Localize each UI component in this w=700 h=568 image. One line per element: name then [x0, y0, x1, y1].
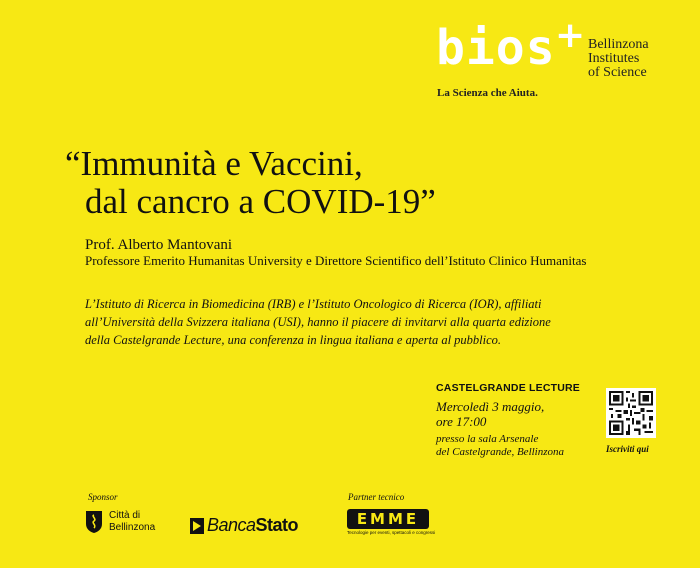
emme-tagline: Tecnologie per eventi, spettacoli e congressi	[347, 530, 436, 535]
emme-wordmark: EMME	[347, 509, 429, 529]
intro-paragraph	[85, 295, 615, 349]
city-bellinzona-logo	[85, 510, 155, 534]
city-crest-icon	[85, 510, 103, 534]
intro-line-2: all’Università della Svizzera italiana (USI), hanno il piacere di invitarvi alla quarta edizione	[85, 315, 551, 329]
speaker-name: Prof. Alberto Mantovani	[85, 237, 233, 253]
register-link[interactable]: Iscriviti qui	[606, 444, 649, 454]
city-line-2: Bellinzona	[109, 522, 156, 533]
registration-qr-code[interactable]	[606, 388, 656, 438]
intro-line-3: della Castelgrande Lecture, una conferenza in lingua italiana e aperta al pubblico.	[85, 333, 502, 347]
logo-tagline: La Scienza che Aiuta.	[437, 87, 538, 99]
bancastato-italic: Banca	[207, 515, 256, 535]
bios-logo-plus: +	[555, 15, 586, 56]
speaker-role: Professore Emerito Humanitas University e Direttore Scientifico dell’Istituto Clinico Humanitas	[85, 253, 587, 268]
bancastato-mark-icon	[190, 518, 204, 534]
sponsor-label: Sponsor	[88, 492, 118, 502]
event-heading: CASTELGRANDE LECTURE	[436, 382, 581, 394]
city-name	[109, 510, 155, 534]
event-venue	[436, 433, 596, 459]
event-venue-line-1: presso la sala Arsenale	[436, 433, 539, 445]
partner-label: Partner tecnico	[348, 492, 405, 502]
event-date-line-1: Mercoledì 3 maggio,	[436, 399, 545, 414]
bios-logo-word: bios	[436, 20, 556, 76]
event-date	[436, 399, 596, 429]
institute-line-3: of Science	[588, 65, 647, 80]
lecture-title	[65, 145, 436, 221]
bancastato-bold: Stato	[255, 515, 299, 535]
emme-logo	[347, 509, 436, 535]
intro-line-1: L’Istituto di Ricerca in Biomedicina (IRB) e l’Istituto Oncologico di Ricerca (IOR), affiliati	[85, 297, 542, 311]
institute-name	[588, 38, 649, 80]
event-date-line-2: ore 17:00	[436, 414, 487, 429]
institute-line-1: Bellinzona	[588, 37, 649, 52]
title-line-1: “Immunità e Vaccini,	[65, 144, 363, 183]
event-venue-line-2: del Castelgrande, Bellinzona	[436, 446, 565, 458]
city-line-1: Città di	[109, 510, 141, 521]
event-details	[436, 382, 596, 459]
bancastato-logo	[190, 515, 298, 536]
title-line-2: dal cancro a COVID-19”	[85, 182, 436, 221]
qr-code-icon	[609, 391, 653, 435]
institute-line-2: Institutes	[588, 51, 640, 66]
bancastato-name	[207, 515, 298, 536]
